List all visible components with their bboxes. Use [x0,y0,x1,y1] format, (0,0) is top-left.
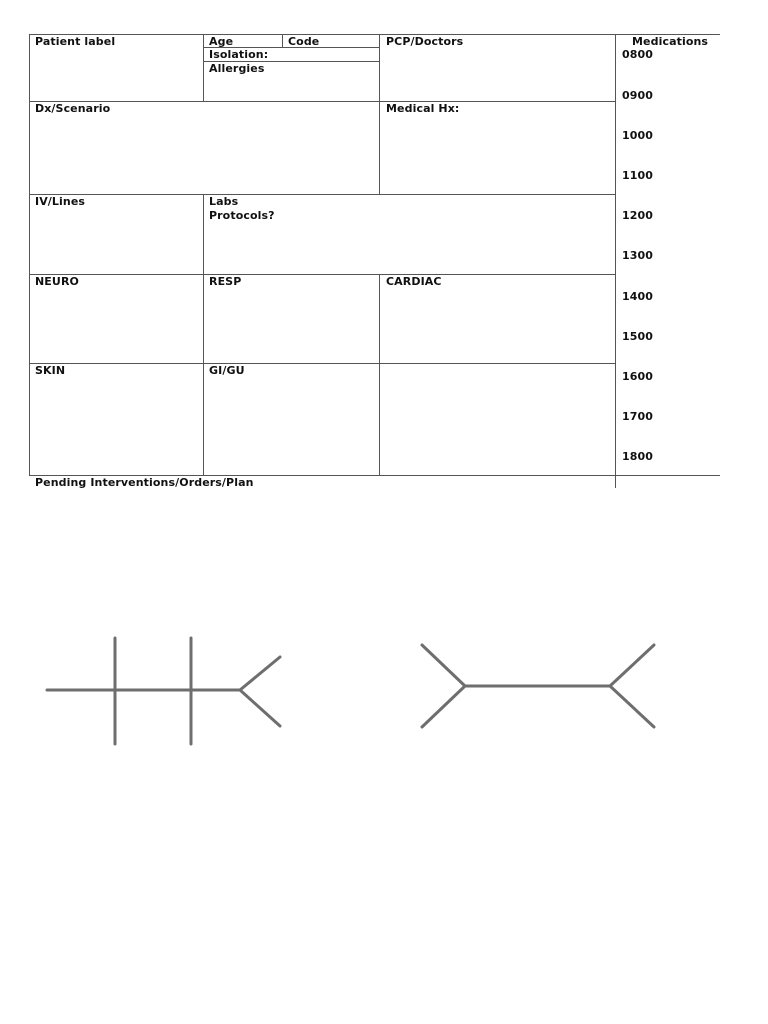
med-time: 1500 [622,330,654,343]
patient-label: Patient label [35,35,116,48]
med-time: 1400 [622,290,654,303]
medications-header: Medications [632,35,709,48]
med-time: 1800 [622,450,654,463]
med-time: 1300 [622,249,654,262]
dx-scenario-label: Dx/Scenario [35,102,111,115]
chem-right-upper [610,645,654,686]
med-time: 1700 [622,410,654,423]
pcp-doctors-label: PCP/Doctors [386,35,464,48]
skin-label: SKIN [35,364,66,377]
resp-label: RESP [209,275,242,288]
med-time: 1600 [622,370,654,383]
code-label: Code [288,35,320,48]
med-time: 0900 [622,89,654,102]
fishbone-head-lower [240,690,280,726]
cardiac-label: CARDIAC [386,275,442,288]
allergies-label: Allergies [209,62,265,75]
protocols-label: Protocols? [209,209,275,222]
neuro-label: NEURO [35,275,79,288]
chem-right-lower [610,686,654,727]
med-time: 1200 [622,209,654,222]
fishbone-diagram [47,638,280,744]
age-label: Age [209,35,234,48]
pending-label: Pending Interventions/Orders/Plan [35,476,254,489]
chem-left-upper [422,645,465,686]
med-time: 1100 [622,169,654,182]
labs-label: Labs [209,195,239,208]
isolation-label: Isolation: [209,48,269,61]
iv-lines-label: IV/Lines [35,195,86,208]
med-time: 0800 [622,48,654,61]
medical-hx-label: Medical Hx: [386,102,460,115]
med-time: 1000 [622,129,654,142]
chem-skeleton-diagram [422,645,654,727]
chem-left-lower [422,686,465,727]
fishbone-head-upper [240,657,280,690]
gi-gu-label: GI/GU [209,364,245,377]
